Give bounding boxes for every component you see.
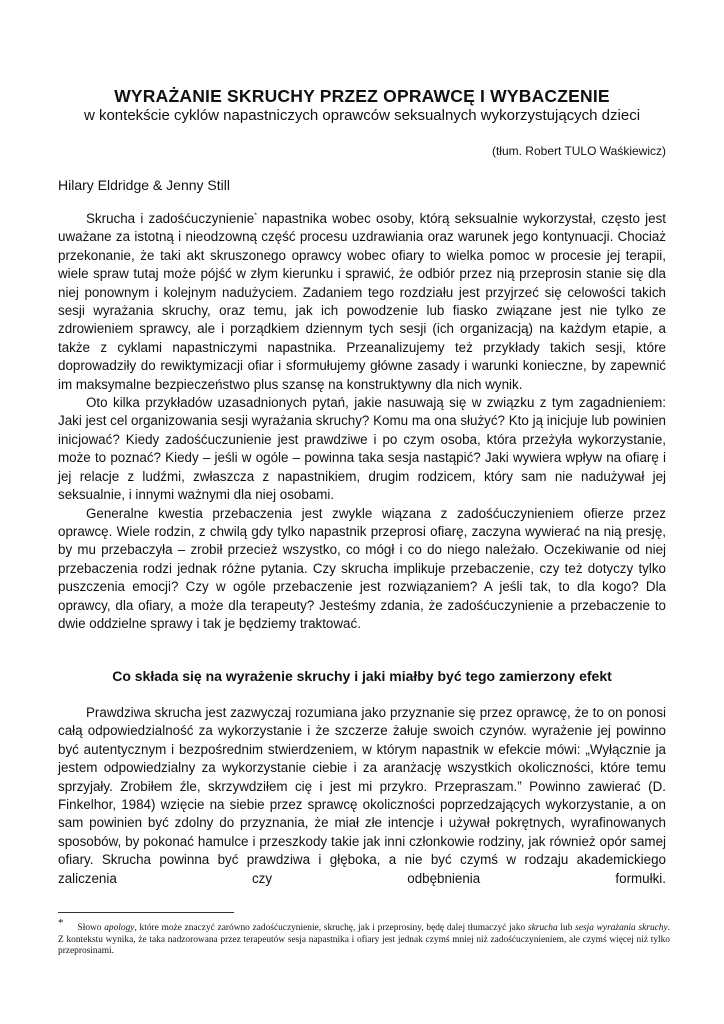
intro-paragraph-1-start: Skrucha i zadośćuczynienie [86, 211, 255, 226]
footnote-text-3: lub [557, 923, 576, 933]
document-title: WYRAŻANIE SKRUCHY PRZEZ OPRAWCĘ I WYBACZENIE [114, 86, 610, 106]
intro-paragraph-3: Generalne kwestia przebaczenia jest zwykle wiązana z zadośćuczynieniem ofierze przez oprawcę. Wiele rodzin, z chwilą gdy tylko napastnik przeprosi ofiarę, zaczyna wywierać na nią presję, by mu przebaczyła – zrobił przecież wszystko, co mógł i co do niego należało. Oczekiwanie od niej przebaczenia rodzi jednak różne pytania. Czy skrucha implikuje przebaczenie, czy też dotyczy tylko puszczenia emocji? Czy w ogóle przebaczenie jest rozwiązaniem? A jeśli tak, to dla kogo? Dla oprawcy, dla ofiary, a może dla terapeuty? Jesteśmy zdania, że zadośćuczynienie a przebaczenie to dwie oddzielne sprawy i tak je będziemy traktować. [58, 505, 666, 631]
footnote-divider [58, 912, 234, 913]
authors-line: Hilary Eldridge & Jenny Still [58, 177, 230, 193]
intro-paragraph-2: Oto kilka przykładów uzasadnionych pytań, jakie nasuwają się w związku z tym zagadnieniem: Jaki jest cel organizowania sesji wyrażania skruchy? Komu ma ona służyć? Kto ją inicjuje lub powinien inicjować? Kiedy zadośćuczunienie jest prawdziwe i po czym osoba, która przeżyła wykorzystanie, może to poznać? Kiedy – jeśli w ogóle – powinna taka sesja nastąpić? Jaki wywiera wpływ na ofiarę i jej relacje z ludźmi, zwłaszcza z napastnikiem, drugim rodzicem, który sam nie nadużywał jej seksualnie, i innymi ważnymi dla niej osobami. [58, 395, 666, 503]
footnote-term-apology: apology [104, 923, 135, 933]
intro-paragraph-1-rest: napastnika wobec osoby, którą seksualnie wykorzystał, często jest uważane za istotną i nieodzowną część procesu uzdrawiania oraz warunek jego kontynuacji. Chociaż przekonanie, że taki akt skruszonego oprawcy wobec ofiary to wielka pomoc w procesie jej terapii, wiele spraw tutaj może pójść w złym kierunku i sprawić, że odbiór przez nią przeprosin stanie się dla niej ponownym i kolejnym nadużyciem. Zadaniem tego rozdziału jest przyjrzeć się celowości takich sesji wyrażania skruchy, oraz temu, jak ich powodzenie lub fiasko związane jest nie tylko ze zdrowieniem sprawcy, ale i porządkiem dziennym tych sesji (ich organizacją) na każdym etapie, a także z cyklami napastniczymi napastnika. Przeanalizujemy też przykłady takich sesji, które doprowadziły do rewiktymizacji ofiar i sformułujemy główne zasady i warunki konieczne, by zapewnić im maksymalne bezpieczeństwo plus szansę na konstruktywny dla nich wynik. [58, 211, 666, 392]
document-subtitle: w kontekście cyklów napastniczych oprawców seksualnych wykorzystujących dzieci [83, 107, 641, 124]
footnote-mark: * [58, 917, 64, 929]
intro-paragraph-1 [58, 210, 666, 394]
footnote-text-1: Słowo [77, 923, 105, 933]
section-paragraph-1: Prawdziwa skrucha jest zazwyczaj rozumiana jako przyznanie się przez oprawcę, że to on ponosi całą odpowiedzialność za wykorzystanie i że szczerze żałuje swoich czynów. wyrażenie jej powinno być autentycznym i bezpośrednim stwierdzeniem, w którym napastnik w efekcie mówi: „Wyłącznie ja jestem odpowiedzialny za wykorzystanie ciebie i za aranżację wszystkich okoliczności, które temu sprzyjały. Zrobiłem źle, skrzywdziłem cię i jest mi przykro. Przepraszam.” Powinno zawierać (D. Finkelhor, 1984) wzięcie na siebie przez sprawcę okoliczności poprzedzających wykorzystanie, a on sam powinien być zdolny do przyznania, że miał złe intencje i używał pokrętnych, wyrafinowanych sposobów, by pokonać hamulce i przeszkody takie jak inni członkowie rodziny, jak również opór samej ofiary. Skrucha powinna być prawdziwa i głęboka, a nie być czymś w rodzaju akademickiego zaliczenia czy odbębnienia formułki. [58, 705, 666, 886]
footnote-text-4: . Z kontekstu wynika, że taka nadzorowana przez terapeutów sesja napastnika i ofiary jest jednak czymś mniej niż zadośćuczynieniem, ale czymś więcej niż tylko przeprosinami. [58, 923, 670, 957]
footnote [58, 917, 670, 958]
footnote-term-skrucha: skrucha [527, 923, 558, 933]
section-body [58, 704, 666, 888]
translator-credit: (tłum. Robert TULO Waśkiewicz) [491, 144, 666, 158]
section-heading: Co składa się na wyrażenie skruchy i jaki miałby być tego zamierzony efekt [112, 668, 612, 684]
footnote-term-sesja: sesja wyrażania skruchy [575, 923, 668, 933]
intro-section [58, 210, 666, 633]
footnote-reference-mark: * [254, 212, 257, 220]
footnote-text-2: , które może znaczyć zarówno zadośćuczynienie, skruchę, jak i przeprosiny, będę dalej tłumaczyć jako [134, 923, 528, 933]
